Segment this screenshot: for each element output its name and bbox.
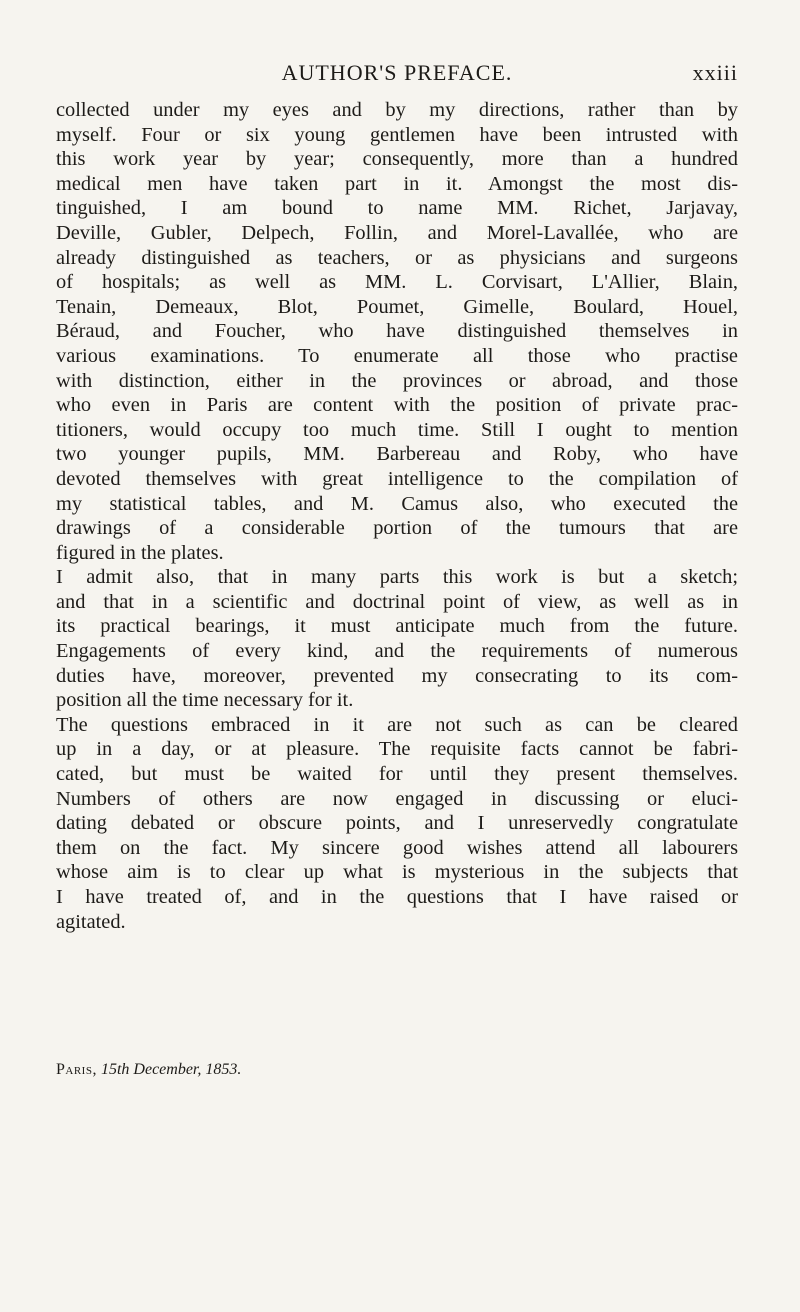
text-line: cated, but must be waited for until they present themselves. <box>56 763 738 786</box>
text-line: tinguished, I am bound to name MM. Richet, Jarjavay, <box>56 197 738 220</box>
text-line: with distinction, either in the provinces or abroad, and those <box>56 369 738 392</box>
text-line: of hospitals; as well as MM. L. Corvisart, L'Allier, Blain, <box>56 271 738 294</box>
running-head <box>56 60 738 86</box>
text-line: already distinguished as teachers, or as physicians and surgeons <box>56 246 738 269</box>
text-line: I admit also, that in many parts this work is but a sketch; <box>56 566 738 589</box>
signature-place: Paris, <box>56 1061 97 1078</box>
text-line: whose aim is to clear up what is mysterious in the subjects that <box>56 861 738 884</box>
text-line: various examinations. To enumerate all those who practise <box>56 344 738 367</box>
text-line: figured in the plates. <box>56 541 224 564</box>
text-line: Engagements of every kind, and the requirements of numerous <box>56 640 738 663</box>
text-line: its practical bearings, it must anticipate much from the future. <box>56 615 738 638</box>
text-line: collected under my eyes and by my directions, rather than by <box>56 99 738 121</box>
text-line: this work year by year; consequently, more than a hundred <box>56 148 738 171</box>
text-line: devoted themselves with great intelligence to the compilation of <box>56 467 738 490</box>
text-line: medical men have taken part in it. Amongst the most dis- <box>56 172 738 195</box>
text-line: who even in Paris are content with the position of private prac- <box>56 394 738 417</box>
text-line: myself. Four or six young gentlemen have been intrusted with <box>56 123 738 146</box>
body-text <box>56 98 738 934</box>
text-line: up in a day, or at pleasure. The requisite facts cannot be fabri- <box>56 738 738 761</box>
running-title: AUTHOR'S PREFACE. <box>281 60 513 85</box>
text-line: them on the fact. My sincere good wishes attend all labourers <box>56 836 738 859</box>
text-line: duties have, moreover, prevented my consecrating to its com- <box>56 664 738 687</box>
text-line: I have treated of, and in the questions that I have raised or <box>56 886 738 908</box>
text-line: dating debated or obscure points, and I unreservedly congratulate <box>56 812 738 835</box>
text-line: agitated. <box>56 910 126 933</box>
signature-date: 15th December, 1853. <box>100 1061 242 1078</box>
text-line: my statistical tables, and M. Camus also, who executed the <box>56 492 738 515</box>
text-line: Deville, Gubler, Delpech, Follin, and Morel-Lavallée, who are <box>56 221 738 244</box>
text-line: position all the time necessary for it. <box>56 689 354 712</box>
text-line: two younger pupils, MM. Barbereau and Roby, who have <box>56 443 738 466</box>
text-line: Tenain, Demeaux, Blot, Poumet, Gimelle, Boulard, Houel, <box>56 295 738 318</box>
page-number: xxiii <box>692 60 738 85</box>
text-line: and that in a scientific and doctrinal point of view, as well as in <box>56 590 738 613</box>
text-line: The questions embraced in it are not such as can be cleared <box>56 713 738 736</box>
text-line: Béraud, and Foucher, who have distinguished themselves in <box>56 320 738 343</box>
text-line: titioners, would occupy too much time. Still I ought to mention <box>56 418 738 441</box>
signature-dateline <box>56 1061 241 1079</box>
text-line: Numbers of others are now engaged in discussing or eluci- <box>56 787 738 810</box>
text-line: drawings of a considerable portion of the tumours that are <box>56 517 738 540</box>
